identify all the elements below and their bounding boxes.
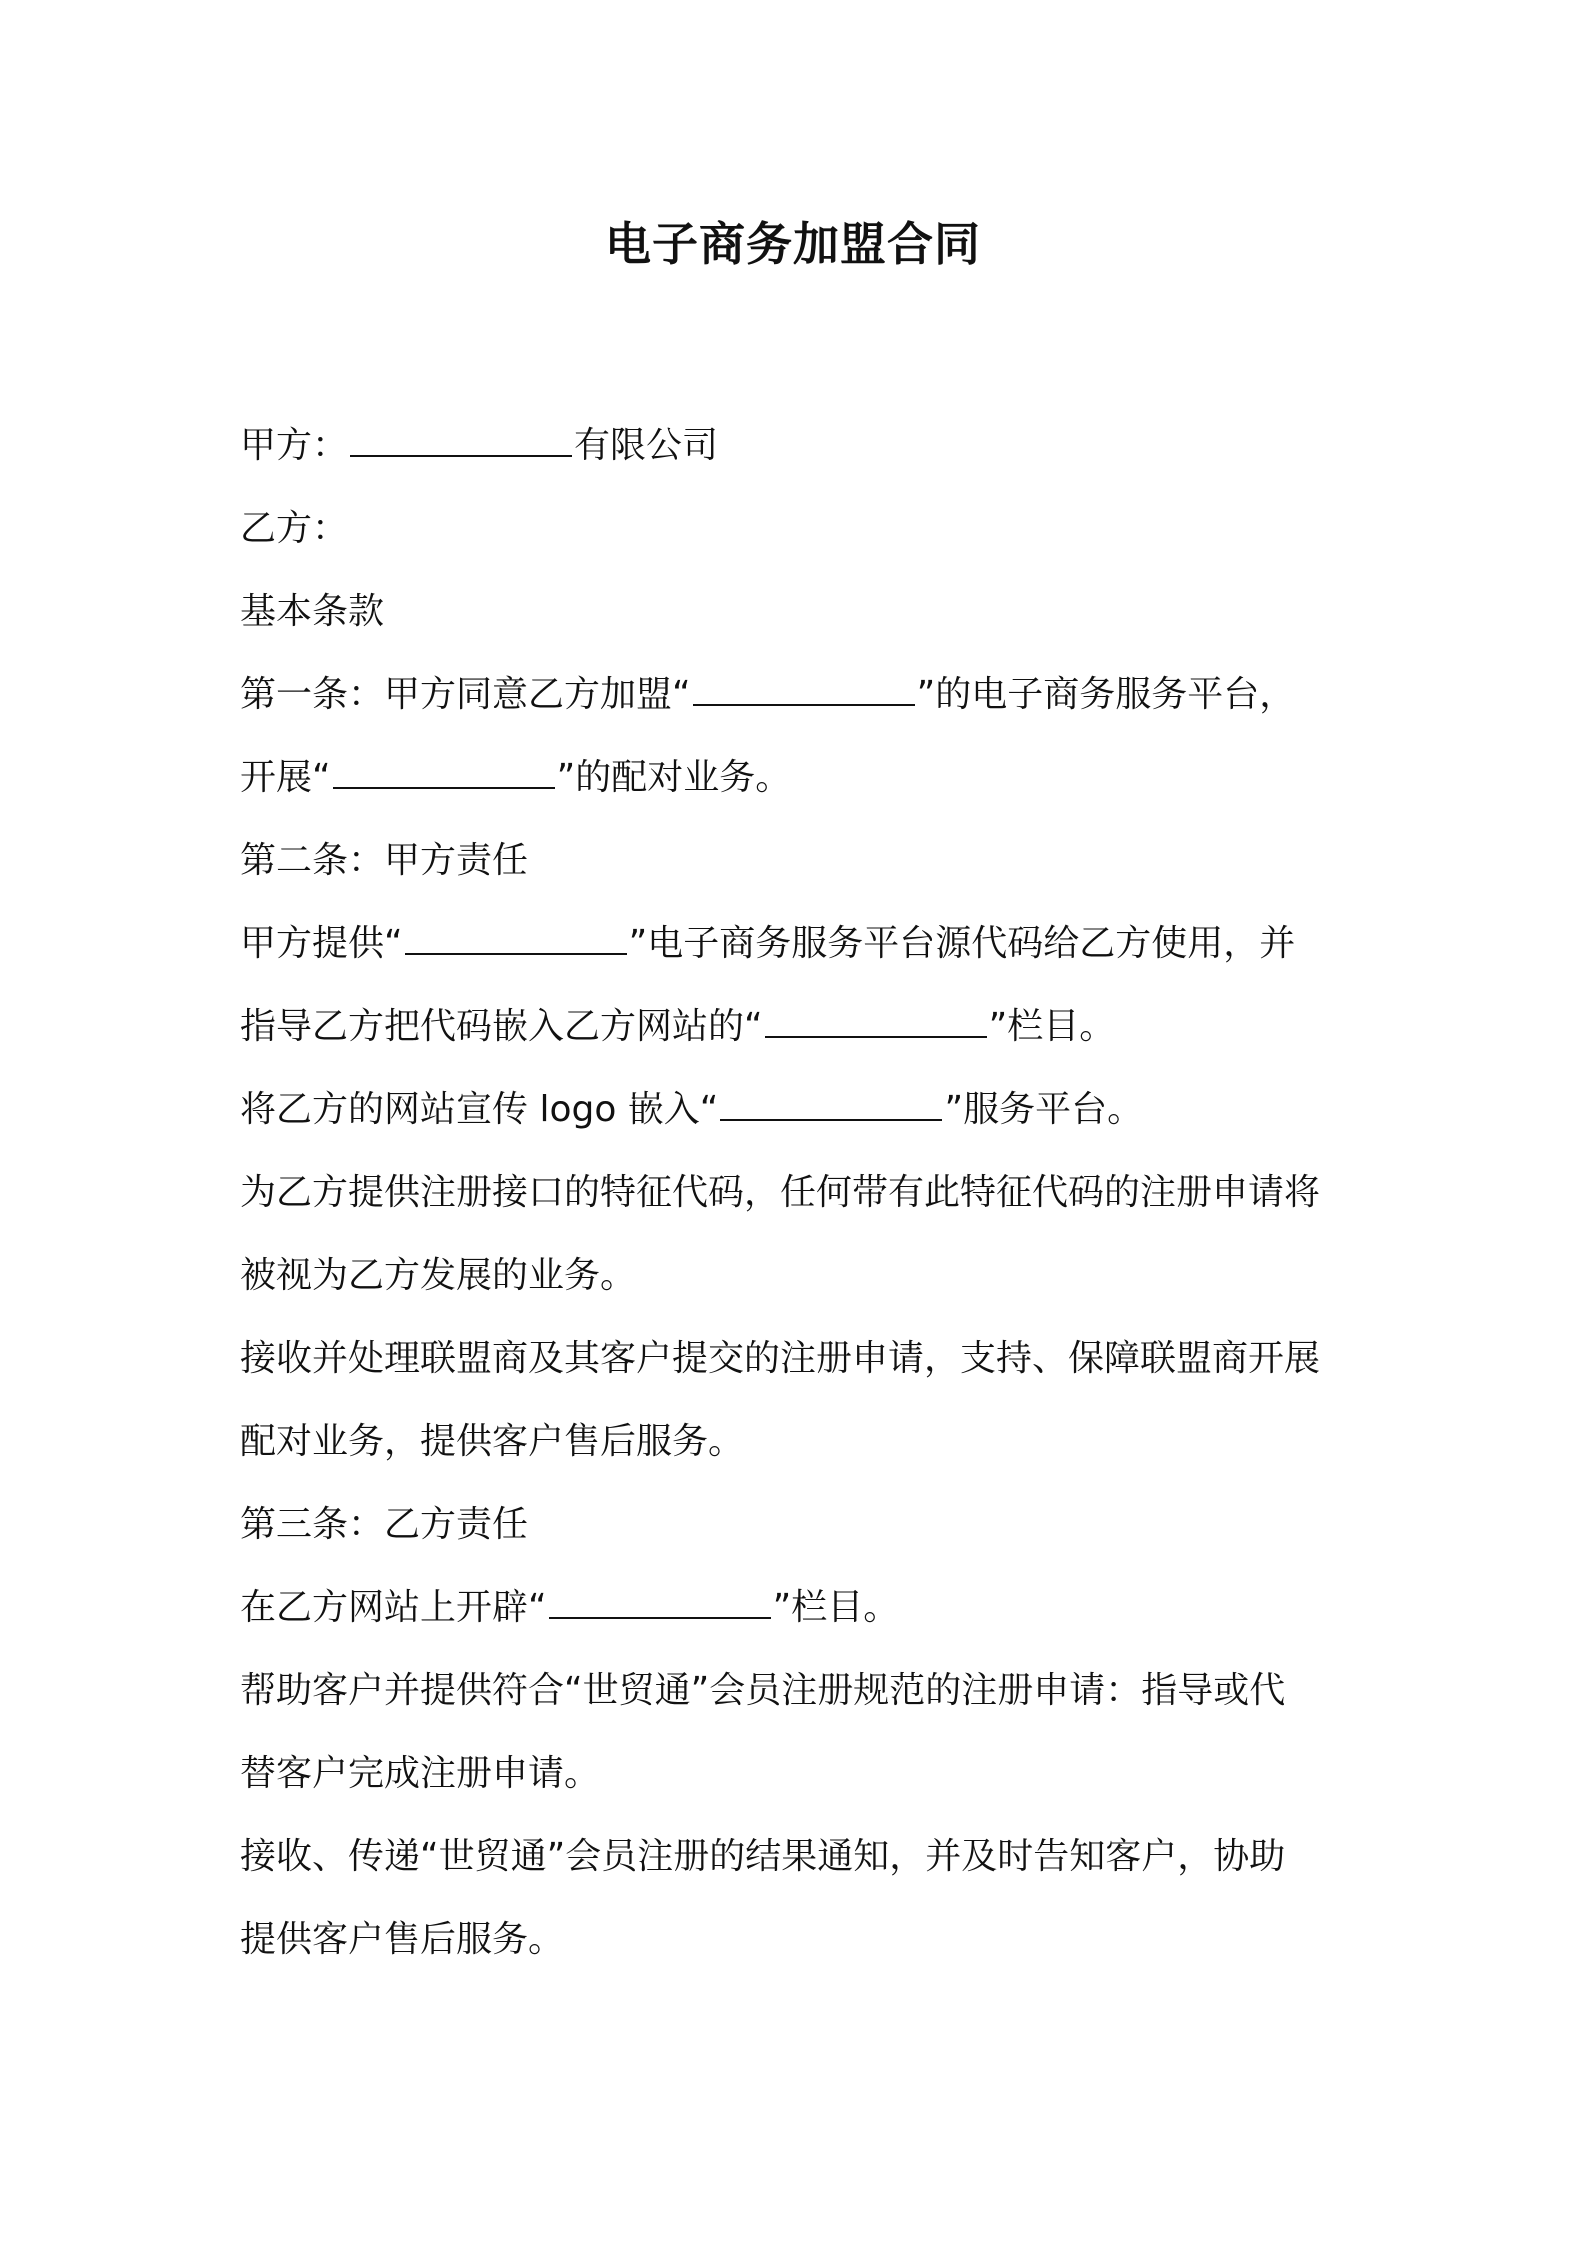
section-heading-basic-terms: 基本条款 <box>240 591 385 632</box>
article-1-text-c: 开展“ <box>240 757 331 798</box>
article-3-line-4: 接收、传递“世贸通”会员注册的结果通知，并及时告知客户，协助 <box>240 1836 1286 1877</box>
article-2-line-2 <box>240 985 1360 1068</box>
party-a-blank <box>350 415 572 457</box>
article-1-text-d: ”的配对业务。 <box>556 757 792 798</box>
article-2-line-1 <box>240 902 1360 985</box>
party-b-line: 乙方： <box>240 508 349 549</box>
article-3-line-3: 替客户完成注册申请。 <box>240 1753 601 1794</box>
article-3-blank-column <box>549 1577 771 1619</box>
article-3-line-1 <box>240 1566 1360 1649</box>
article-2-blank-platform <box>405 913 627 955</box>
party-a-line <box>240 404 1360 487</box>
article-1-text-b: ”的电子商务服务平台， <box>916 674 1296 715</box>
article-2-line-4: 为乙方提供注册接口的特征代码，任何带有此特征代码的注册申请将 <box>240 1172 1321 1213</box>
article-2-text-d: ”栏目。 <box>988 1006 1116 1047</box>
article-3-line-5: 提供客户售后服务。 <box>240 1919 565 1960</box>
article-2-blank-service <box>720 1079 942 1121</box>
article-1-text-a: 第一条：甲方同意乙方加盟“ <box>240 674 691 715</box>
article-3-text-a: 在乙方网站上开辟“ <box>240 1587 547 1628</box>
article-1-blank-business <box>333 747 555 789</box>
article-2-text-c: 指导乙方把代码嵌入乙方网站的“ <box>240 1006 763 1047</box>
article-1-line-2 <box>240 736 1360 819</box>
party-a-suffix: 有限公司 <box>574 425 719 466</box>
document-body <box>240 404 1360 1981</box>
article-2-line-3 <box>240 1068 1360 1151</box>
document-title: 电子商务加盟合同 <box>605 217 981 271</box>
party-a-label: 甲方： <box>240 425 349 466</box>
article-2-blank-column <box>765 996 987 1038</box>
article-2-heading: 第二条：甲方责任 <box>240 840 529 881</box>
article-3-text-b: ”栏目。 <box>772 1587 900 1628</box>
article-2-text-a: 甲方提供“ <box>240 923 403 964</box>
article-2-line-7: 配对业务，提供客户售后服务。 <box>240 1421 745 1462</box>
article-2-line-5: 被视为乙方发展的业务。 <box>240 1255 637 1296</box>
article-3-line-2: 帮助客户并提供符合“世贸通”会员注册规范的注册申请：指导或代 <box>240 1670 1286 1711</box>
article-3-heading: 第三条：乙方责任 <box>240 1504 529 1545</box>
article-2-line-6: 接收并处理联盟商及其客户提交的注册申请，支持、保障联盟商开展 <box>240 1338 1321 1379</box>
article-2-text-e: 将乙方的网站宣传 logo 嵌入“ <box>240 1089 719 1130</box>
article-2-text-f: ”服务平台。 <box>944 1089 1144 1130</box>
article-1-blank-platform <box>693 664 915 706</box>
article-2-text-b: ”电子商务服务平台源代码给乙方使用，并 <box>628 923 1296 964</box>
article-1-line-1 <box>240 653 1360 736</box>
